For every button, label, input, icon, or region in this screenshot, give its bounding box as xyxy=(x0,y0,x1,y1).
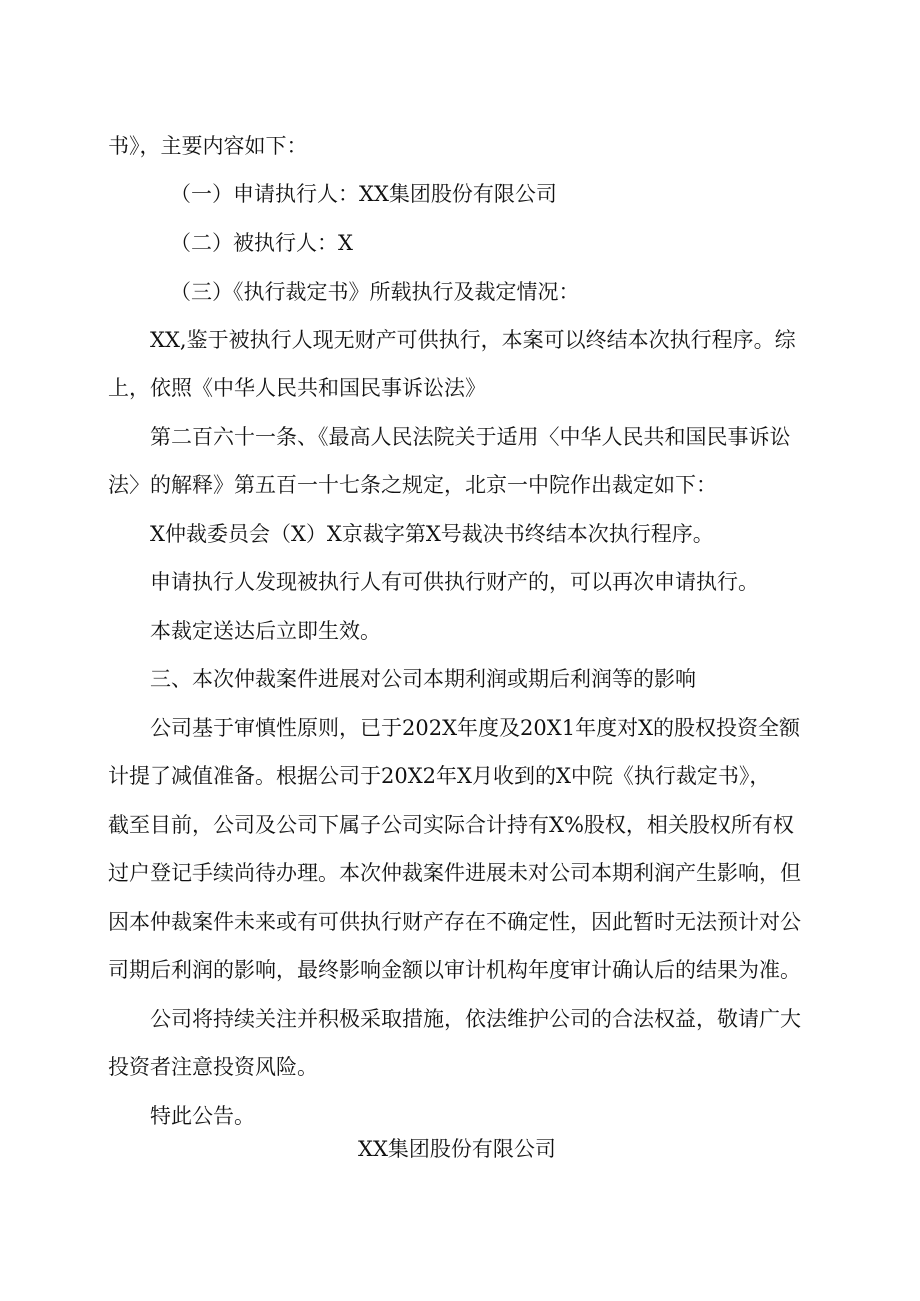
section-heading: 三、本次仲裁案件进展对公司本期利润或期后利润等的影响 xyxy=(150,667,696,691)
text-line: 截至目前，公司及公司下属子公司实际合计持有X%股权，相关股权所有权 xyxy=(108,813,794,837)
text-line: 第二百六十一条、《最高人民法院关于适用〈中华人民共和国民事诉讼 xyxy=(150,425,791,449)
text-line: 公司将持续关注并积极采取措施，依法维护公司的合法权益，敬请广大 xyxy=(150,1007,801,1031)
signature-company: XX集团股份有限公司 xyxy=(358,1137,556,1161)
text-line: （一）申请执行人：XX集团股份有限公司 xyxy=(170,182,557,206)
text-line: 公司基于审慎性原则，已于202X年度及20X1年度对X的股权投资全额 xyxy=(150,716,801,740)
text-line: 法〉的解释》第五百一十七条之规定，北京一中院作出裁定如下： xyxy=(108,473,717,497)
text-line: XX,鉴于被执行人现无财产可供执行，本案可以终结本次执行程序。综 xyxy=(150,328,796,352)
text-line: 书》，主要内容如下： xyxy=(108,134,308,158)
text-line: 司期后利润的影响，最终影响金额以审计机构年度审计确认后的结果为准。 xyxy=(108,958,801,982)
text-line: 本裁定送达后立即生效。 xyxy=(150,619,381,643)
text-line: 投资者注意投资风险。 xyxy=(108,1055,318,1079)
text-line: 申请执行人发现被执行人有可供执行财产的，可以再次申请执行。 xyxy=(150,570,759,594)
text-line: 计提了减值准备。根据公司于20X2年X月收到的X中院《执行裁定书》， xyxy=(108,764,771,788)
closing-text: 特此公告。 xyxy=(150,1104,255,1128)
text-line: 上，依照《中华人民共和国民事诉讼法》 xyxy=(108,376,486,400)
text-line: （二）被执行人：X xyxy=(170,231,353,255)
text-line: 因本仲裁案件未来或有可供执行财产存在不确定性，因此暂时无法预计对公 xyxy=(108,910,801,934)
text-line: （三）《执行裁定书》所载执行及裁定情况： xyxy=(170,280,580,304)
text-line: X仲裁委员会（X）X京裁字第X号裁决书终结本次执行程序。 xyxy=(150,522,714,546)
text-line: 过户登记手续尚待办理。本次仲裁案件进展未对公司本期利润产生影响，但 xyxy=(108,861,801,885)
